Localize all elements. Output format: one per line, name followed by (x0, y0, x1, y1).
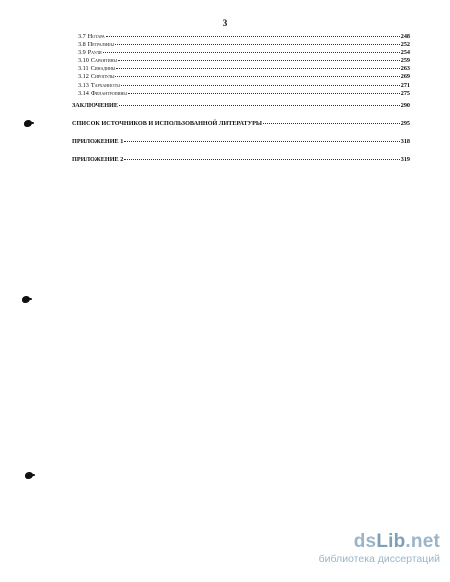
toc-entry-appendix-2[interactable] (72, 157, 410, 163)
toc-entry-3-10[interactable] (72, 58, 410, 66)
logo-prefix: ds (353, 531, 377, 552)
dot-leader (115, 44, 400, 45)
toc-entry-page: 271 (400, 81, 410, 89)
toc-entry-conclusion[interactable] (72, 103, 410, 109)
page-number: 3 (222, 18, 228, 28)
dot-leader (124, 159, 399, 160)
table-of-contents (72, 34, 410, 164)
dslib-tagline: библиотека диссертаций (318, 553, 440, 565)
dot-leader (263, 123, 400, 124)
dslib-watermark (280, 532, 440, 565)
toc-entry-number: 3.10 (78, 57, 89, 65)
toc-entry-3-11[interactable] (72, 66, 410, 74)
toc-entry-title: Сарантины (90, 57, 118, 65)
toc-entry-3-12[interactable] (72, 74, 410, 82)
toc-entry-title: ЗАКЛЮЧЕНИЕ (72, 101, 118, 109)
dslib-logo (280, 532, 440, 551)
toc-entry-number: 3.8 (78, 41, 86, 49)
toc-entry-page: 318 (400, 138, 410, 146)
dot-leader (124, 141, 399, 142)
toc-entry-number: 3.11 (78, 65, 89, 73)
toc-entry-title: ПРИЛОЖЕНИЕ 1 (72, 138, 124, 146)
binding-hole-mark (24, 120, 32, 127)
toc-entry-sources[interactable] (72, 121, 410, 127)
toc-entry-page: 275 (400, 89, 410, 97)
binding-hole-mark (22, 296, 30, 303)
toc-entry-page: 254 (400, 49, 410, 57)
dot-leader (116, 68, 399, 69)
toc-entry-title: Сиропулы (90, 73, 115, 81)
toc-entry-3-8[interactable] (72, 42, 410, 50)
toc-entry-3-7[interactable] (72, 34, 410, 42)
toc-entry-title: ПРИЛОЖЕНИЕ 2 (72, 156, 124, 164)
toc-entry-page: 290 (400, 101, 410, 109)
toc-entry-number: 3.12 (78, 73, 89, 81)
toc-entry-page: 295 (400, 119, 410, 127)
toc-entry-page: 248 (400, 33, 410, 40)
toc-entry-title: Раули (87, 49, 102, 57)
toc-entry-page: 319 (400, 156, 410, 164)
toc-entry-number: 3.7 (78, 33, 86, 40)
dot-leader (118, 60, 400, 61)
toc-entry-page: 252 (400, 41, 410, 49)
dot-leader (106, 36, 400, 37)
toc-entry-title: Петралифы (87, 41, 114, 49)
toc-entry-title: Филантропины (90, 89, 127, 97)
binding-hole-mark (25, 472, 33, 479)
toc-entry-title: Нотара (87, 33, 105, 40)
toc-entry-title: СПИСОК ИСТОЧНИКОВ И ИСПОЛЬЗОВАННОЙ ЛИТЕРАТУРЫ (72, 119, 262, 127)
toc-entry-3-9[interactable] (72, 50, 410, 58)
toc-entry-page: 263 (400, 65, 410, 73)
toc-entry-number: 3.14 (78, 89, 89, 97)
logo-main: Lib (376, 531, 406, 552)
toc-entry-page: 259 (400, 57, 410, 65)
dot-leader (103, 52, 400, 53)
dot-leader (121, 85, 400, 86)
logo-suffix: .net (405, 531, 440, 552)
toc-entry-appendix-1[interactable] (72, 139, 410, 145)
toc-entry-3-14[interactable] (72, 91, 410, 99)
toc-entry-title: Синадины (90, 65, 116, 73)
toc-entry-page: 269 (400, 73, 410, 81)
dot-leader (128, 93, 400, 94)
toc-entry-title: Тарханиоты (90, 81, 120, 89)
toc-entry-number: 3.9 (78, 49, 86, 57)
toc-entry-number: 3.13 (78, 81, 89, 89)
dot-leader (115, 76, 399, 77)
dot-leader (119, 105, 400, 106)
